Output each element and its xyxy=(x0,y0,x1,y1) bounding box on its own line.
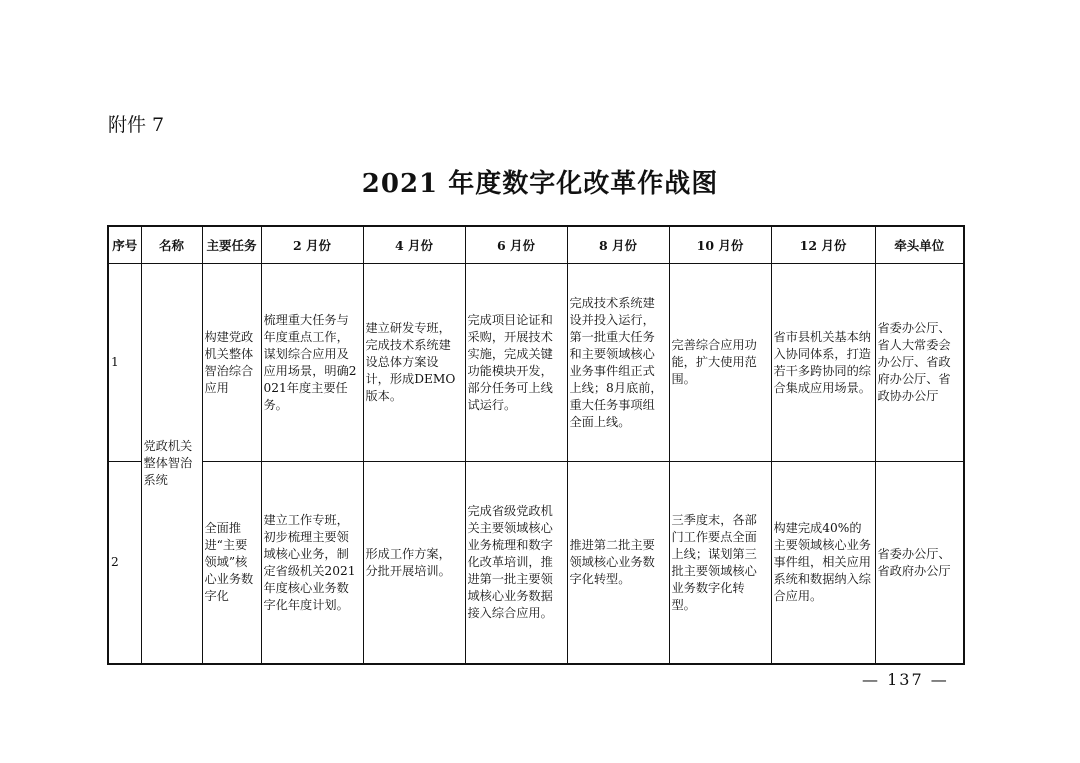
cell-lead-unit: 省委办公厅、省政府办公厅 xyxy=(875,462,964,664)
table-header-row xyxy=(108,226,964,264)
cell-aug: 推进第二批主要领域核心业务数字化转型。 xyxy=(567,462,669,664)
cell-dec: 省市县机关基本纳入协同体系，打造若干多跨协同的综合集成应用场景。 xyxy=(771,264,875,462)
cell-oct: 完善综合应用功能，扩大使用范围。 xyxy=(669,264,771,462)
row-task: 全面推进“主要领域”核心业务数字化 xyxy=(202,462,261,664)
cell-apr: 建立研发专班，完成技术系统建设总体方案设计，形成DEMO版本。 xyxy=(363,264,465,462)
row-index: 1 xyxy=(108,264,141,462)
battle-plan-table xyxy=(107,225,965,665)
cell-aug: 完成技术系统建设并投入运行，第一批重大任务和主要领域核心业务事件组正式上线；8月底前，重大任务事项组全面上线。 xyxy=(567,264,669,462)
header-aug: 8 月份 xyxy=(567,226,669,264)
cell-dec: 构建完成40%的主要领域核心业务事件组，相关应用系统和数据纳入综合应用。 xyxy=(771,462,875,664)
cell-jun: 完成项目论证和采购，开展技术实施，完成关键功能模块开发，部分任务可上线试运行。 xyxy=(465,264,567,462)
cell-feb: 梳理重大任务与年度重点工作，谋划综合应用及应用场景，明确2021年度主要任务。 xyxy=(261,264,363,462)
header-task: 主要任务 xyxy=(202,226,261,264)
cell-feb: 建立工作专班，初步梳理主要领域核心业务，制定省级机关2021年度核心业务数字化年度计划。 xyxy=(261,462,363,664)
system-name: 党政机关整体智治系统 xyxy=(141,264,202,665)
header-jun: 6 月份 xyxy=(465,226,567,264)
document-title: 2021 年度数字化改革作战图 xyxy=(361,169,719,199)
table-row xyxy=(108,264,964,462)
cell-oct: 三季度末，各部门工作要点全面上线；谋划第三批主要领域核心业务数字化转型。 xyxy=(669,462,771,664)
header-index: 序号 xyxy=(108,226,141,264)
cell-lead-unit: 省委办公厅、省人大常委会办公厅、省政府办公厅、省政协办公厅 xyxy=(875,264,964,462)
header-name: 名称 xyxy=(141,226,202,264)
header-oct: 10 月份 xyxy=(669,226,771,264)
row-task: 构建党政机关整体智治综合应用 xyxy=(202,264,261,462)
cell-apr: 形成工作方案，分批开展培训。 xyxy=(363,462,465,664)
header-lead-unit: 牵头单位 xyxy=(875,226,964,264)
page-number: — 137 — xyxy=(862,670,949,689)
header-apr: 4 月份 xyxy=(363,226,465,264)
table-row xyxy=(108,462,964,664)
header-dec: 12 月份 xyxy=(771,226,875,264)
header-feb: 2 月份 xyxy=(261,226,363,264)
cell-jun: 完成省级党政机关主要领域核心业务梳理和数字化改革培训，推进第一批主要领域核心业务数据接入综合应用。 xyxy=(465,462,567,664)
attachment-label: 附件 7 xyxy=(108,114,165,136)
row-index: 2 xyxy=(108,462,141,664)
